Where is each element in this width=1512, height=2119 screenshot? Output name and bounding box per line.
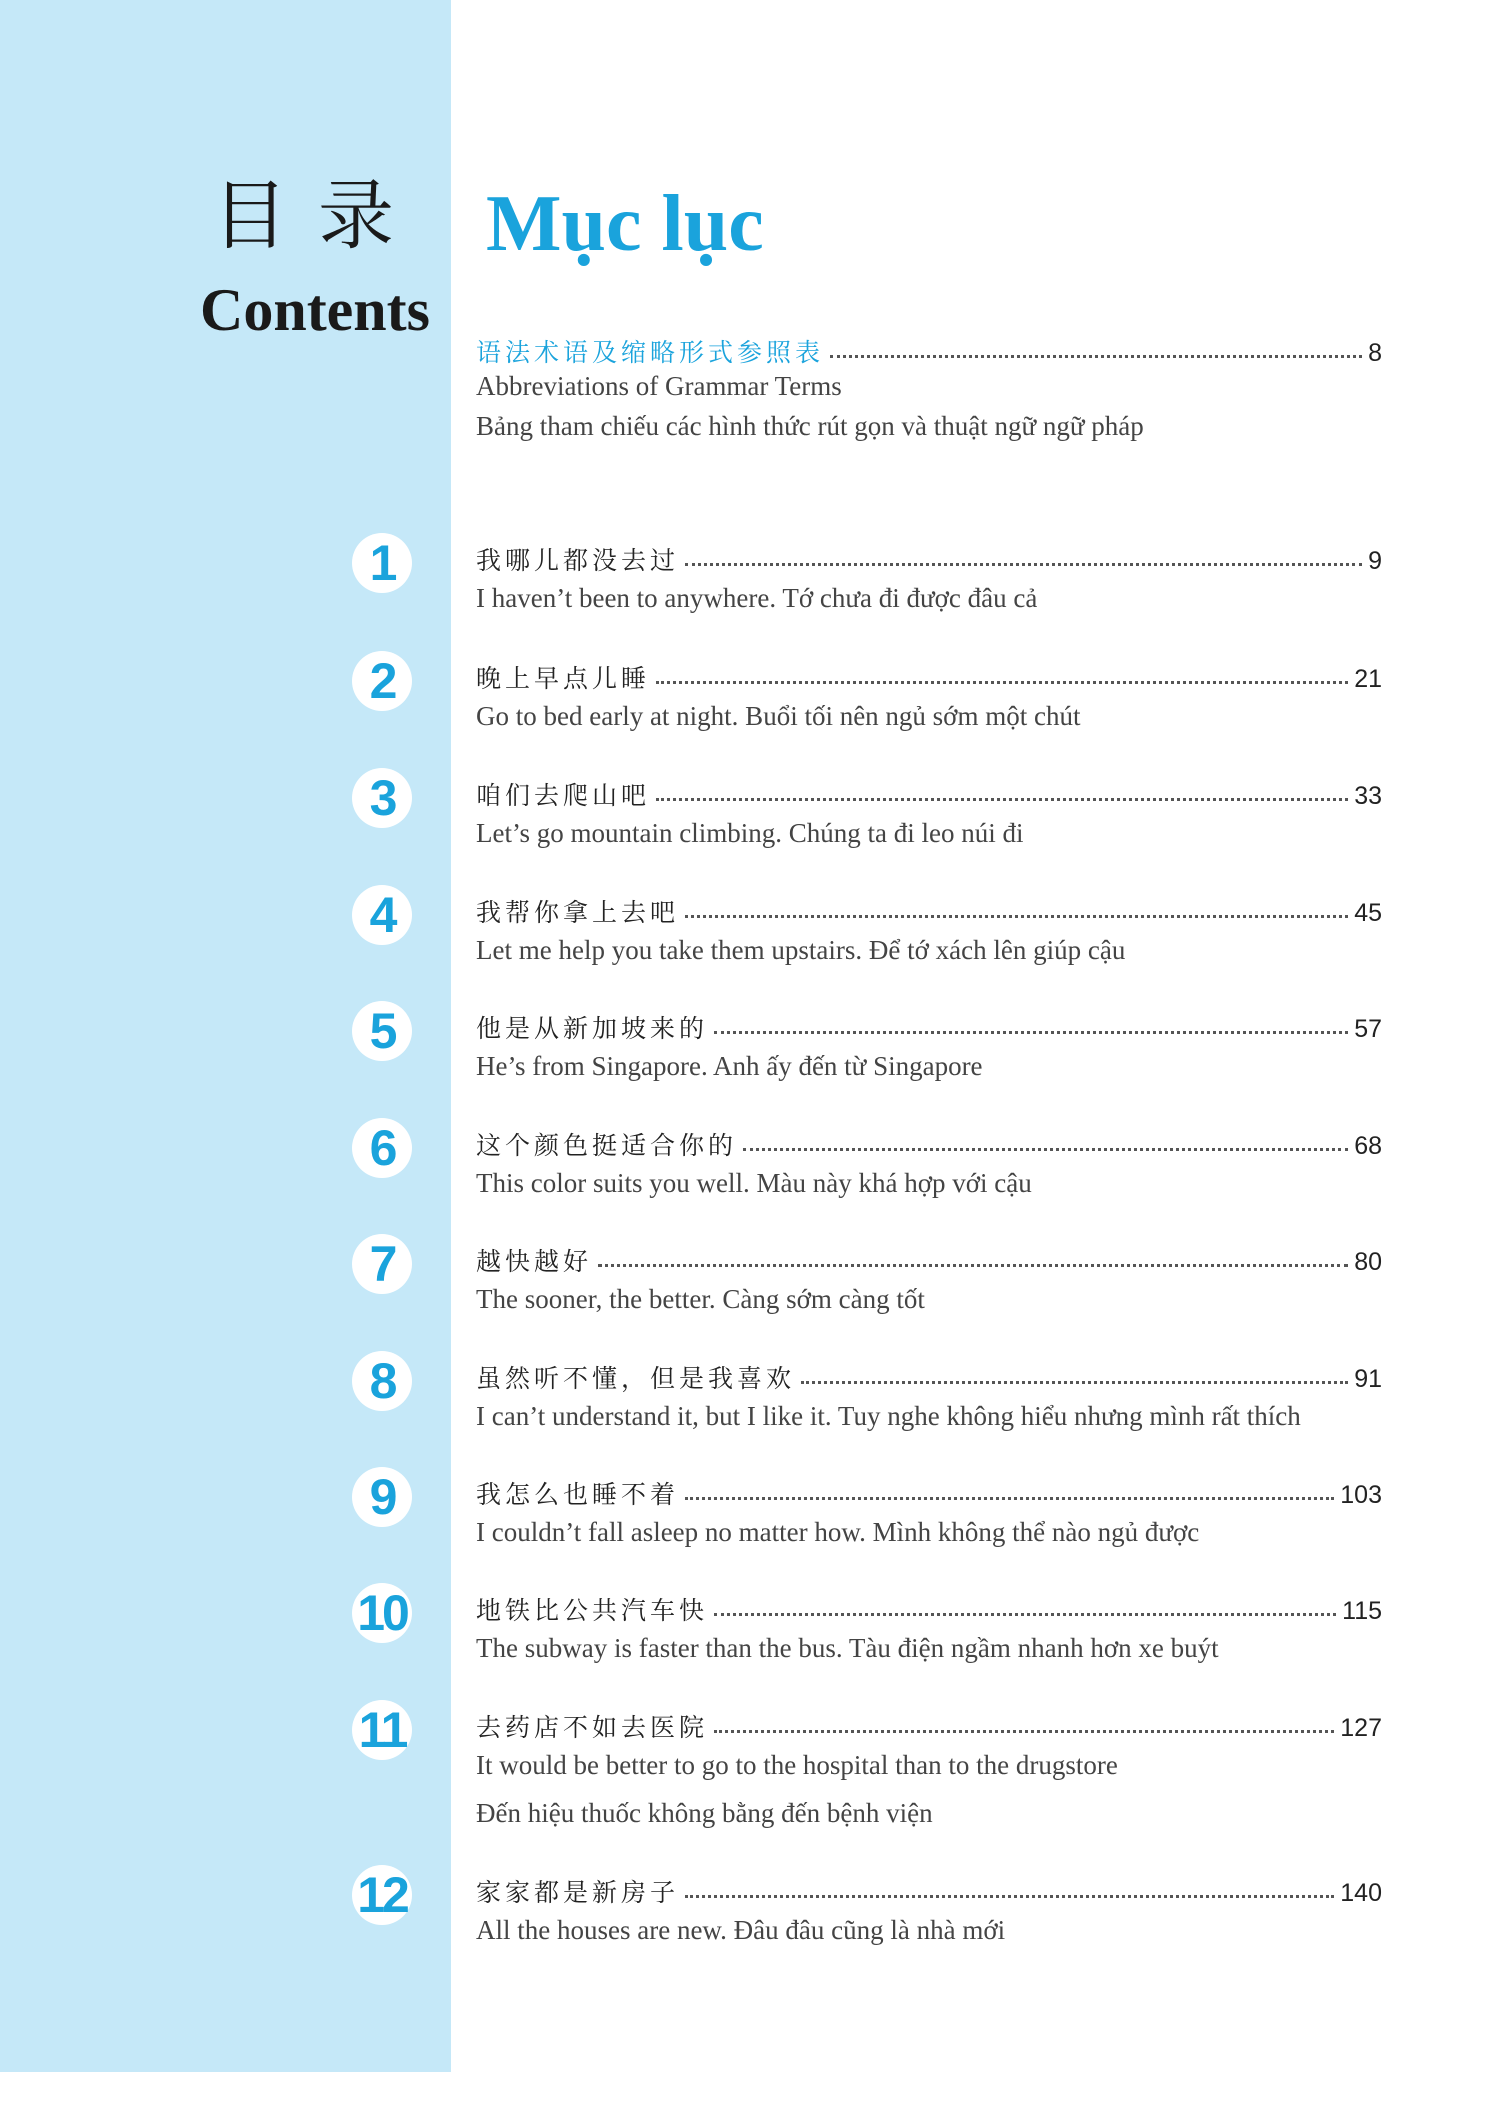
- toc-entry-chinese: 去药店不如去医院: [476, 1713, 709, 1742]
- dot-leader: [801, 1381, 1348, 1384]
- lesson-number-badge: 10: [352, 1583, 412, 1643]
- dot-leader: [685, 563, 1362, 566]
- toc-entry-vietnamese: Bảng tham chiếu các hình thức rút gọn và thuật ngữ ngữ pháp: [476, 411, 1144, 441]
- page-number: 21: [1354, 665, 1382, 693]
- page-number: 33: [1354, 782, 1382, 810]
- toc-entry-chinese: 越快越好: [476, 1247, 593, 1276]
- page-number: 80: [1354, 1248, 1382, 1276]
- toc-entry-chinese: 语法术语及缩略形式参照表: [476, 338, 825, 367]
- lesson-number-badge: 11: [352, 1700, 412, 1760]
- toc-entry-lesson[interactable]: [476, 656, 1382, 694]
- toc-entry-translation: All the houses are new. Đâu đâu cũng là nhà mới: [476, 1915, 1006, 1945]
- toc-entry-lesson[interactable]: [476, 1705, 1382, 1743]
- toc-entry-lesson[interactable]: [476, 1870, 1382, 1908]
- page-number: 91: [1354, 1365, 1382, 1393]
- lesson-number-badge: 3: [352, 768, 412, 828]
- toc-entry-lesson[interactable]: [476, 1123, 1382, 1161]
- toc-entry-lesson[interactable]: [476, 1239, 1382, 1277]
- toc-entry-translation: It would be better to go to the hospital than to the drugstore: [476, 1750, 1118, 1780]
- toc-entry-english: Abbreviations of Grammar Terms: [476, 371, 842, 401]
- toc-entry-translation: The subway is faster than the bus. Tàu điện ngầm nhanh hơn xe buýt: [476, 1633, 1219, 1663]
- dot-leader: [743, 1148, 1348, 1151]
- dot-leader: [714, 1031, 1348, 1034]
- page-number: 45: [1354, 899, 1382, 927]
- toc-entry-lesson[interactable]: [476, 538, 1382, 576]
- toc-entry-chinese: 我帮你拿上去吧: [476, 898, 680, 927]
- toc-entry-translation-vietnamese: Đến hiệu thuốc không bằng đến bệnh viện: [476, 1798, 933, 1828]
- page-number: 140: [1340, 1879, 1382, 1907]
- toc-entry-chinese: 虽然听不懂，但是我喜欢: [476, 1364, 796, 1393]
- page-number: 68: [1354, 1132, 1382, 1160]
- toc-entry-chinese: 这个颜色挺适合你的: [476, 1131, 738, 1160]
- dot-leader: [685, 1497, 1334, 1500]
- toc-entry-chinese: 我哪儿都没去过: [476, 546, 680, 575]
- vietnamese-title: Mục lục: [486, 180, 764, 268]
- toc-entry-translation: I couldn’t fall asleep no matter how. Mình không thể nào ngủ được: [476, 1517, 1200, 1547]
- toc-entry-translation: Let me help you take them upstairs. Để tớ xách lên giúp cậu: [476, 935, 1126, 965]
- toc-entry-abbreviations[interactable]: [476, 330, 1382, 368]
- lesson-number-badge: 4: [352, 885, 412, 945]
- toc-entry-chinese: 家家都是新房子: [476, 1878, 680, 1907]
- english-title: Contents: [200, 277, 431, 343]
- dot-leader: [714, 1730, 1334, 1733]
- toc-entry-lesson[interactable]: [476, 1472, 1382, 1510]
- page-number: 57: [1354, 1015, 1382, 1043]
- dot-leader: [656, 798, 1348, 801]
- toc-entry-translation: Let’s go mountain climbing. Chúng ta đi leo núi đi: [476, 818, 1024, 848]
- page-number: 127: [1340, 1714, 1382, 1742]
- lesson-number-badge: 7: [352, 1234, 412, 1294]
- toc-entry-translation: I haven’t been to anywhere. Tớ chưa đi được đâu cả: [476, 583, 1038, 613]
- lesson-number-badge: 6: [352, 1118, 412, 1178]
- dot-leader: [656, 681, 1348, 684]
- lesson-number-badge: 2: [352, 651, 412, 711]
- toc-entry-chinese: 他是从新加坡来的: [476, 1014, 709, 1043]
- toc-entry-chinese: 地铁比公共汽车快: [476, 1596, 709, 1625]
- toc-entry-lesson[interactable]: [476, 773, 1382, 811]
- lesson-number-badge: 5: [352, 1001, 412, 1061]
- dot-leader: [598, 1264, 1348, 1267]
- lesson-number-badge: 1: [352, 533, 412, 593]
- toc-entry-translation: Go to bed early at night. Buổi tối nên ngủ sớm một chút: [476, 701, 1081, 731]
- page-number: 9: [1368, 547, 1382, 575]
- toc-entry-translation: This color suits you well. Màu này khá hợp với cậu: [476, 1168, 1032, 1198]
- lesson-number-badge: 9: [352, 1467, 412, 1527]
- dot-leader: [714, 1613, 1336, 1616]
- toc-entry-translation: The sooner, the better. Càng sớm càng tốt: [476, 1284, 925, 1314]
- dot-leader: [685, 915, 1348, 918]
- toc-entry-lesson[interactable]: [476, 890, 1382, 928]
- toc-entry-lesson[interactable]: [476, 1356, 1382, 1394]
- page-number: 115: [1342, 1597, 1382, 1625]
- lesson-number-badge: 8: [352, 1351, 412, 1411]
- page-number: 103: [1340, 1481, 1382, 1509]
- toc-entry-chinese: 我怎么也睡不着: [476, 1480, 680, 1509]
- chinese-title: 目录: [212, 171, 424, 260]
- toc-entry-translation: He’s from Singapore. Anh ấy đến từ Singapore: [476, 1051, 983, 1081]
- toc-entry-chinese: 咱们去爬山吧: [476, 781, 651, 810]
- toc-entry-lesson[interactable]: [476, 1006, 1382, 1044]
- dot-leader: [685, 1895, 1334, 1898]
- toc-entry-lesson[interactable]: [476, 1588, 1382, 1626]
- toc-entry-chinese: 晚上早点儿睡: [476, 664, 651, 693]
- lesson-number-badge: 12: [352, 1865, 412, 1925]
- page-number: 8: [1368, 339, 1382, 367]
- dot-leader: [830, 355, 1362, 358]
- toc-entry-translation: I can’t understand it, but I like it. Tuy nghe không hiểu nhưng mình rất thích: [476, 1401, 1301, 1431]
